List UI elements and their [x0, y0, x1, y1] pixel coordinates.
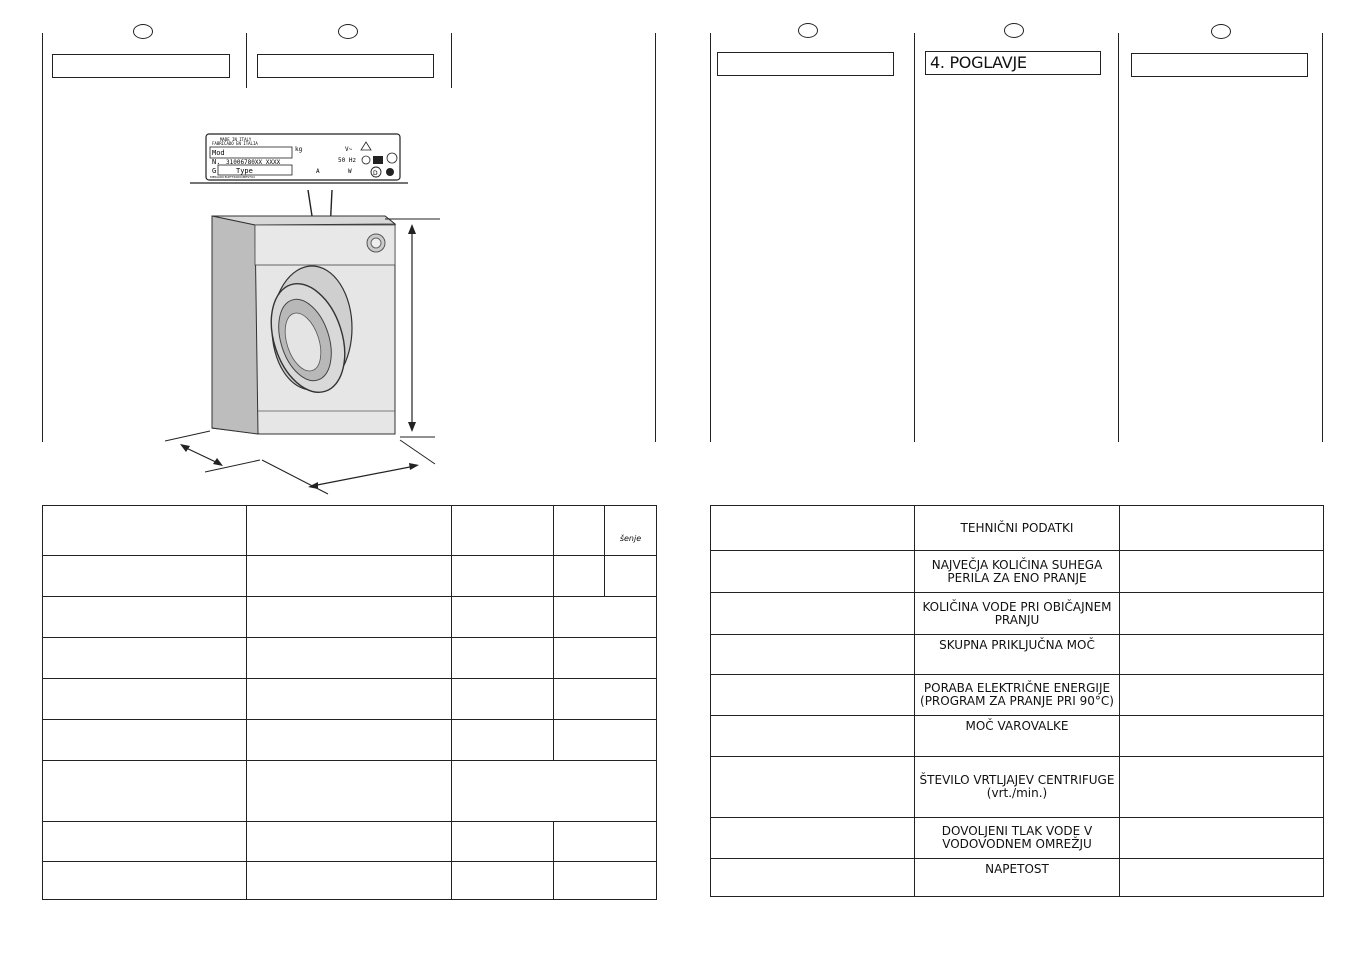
svg-text:D: D — [373, 170, 378, 177]
svg-text:W: W — [348, 168, 352, 175]
table-row — [711, 675, 1324, 716]
table-row — [711, 593, 1324, 635]
left-col-divider-2 — [451, 33, 452, 88]
table-cell — [247, 506, 452, 556]
table-cell — [554, 506, 605, 556]
right-col-divider-1 — [914, 33, 915, 442]
table-cell — [43, 506, 247, 556]
table-cell — [605, 506, 657, 556]
svg-text:Mod: Mod — [212, 149, 225, 157]
right-col-divider-2 — [1118, 33, 1119, 442]
table-row — [43, 506, 657, 556]
section-header-box-2 — [257, 54, 434, 78]
right-right-margin-line — [1322, 33, 1323, 442]
section-header-box-1 — [52, 54, 230, 78]
table-row — [43, 862, 657, 900]
rating-plate — [206, 134, 400, 180]
right-margin-line — [710, 33, 711, 442]
row-label: NAJVEČJA KOLIČINA SUHEGA PERILA ZA ENO PRANJE — [931, 557, 1103, 585]
table-header-title: TEHNIČNI PODATKI — [915, 506, 1120, 551]
svg-text:N.: N. — [212, 158, 221, 166]
row-label: PORABA ELEKTRIČNE ENERGIJE (PROGRAM ZA PRANJE PRI 90°C) — [920, 681, 1114, 708]
table-cell — [452, 506, 554, 556]
table-row — [711, 818, 1324, 859]
table-row — [711, 551, 1324, 593]
table-row — [43, 679, 657, 720]
svg-text:FABRICADO EN ITALIA: FABRICADO EN ITALIA — [212, 141, 258, 146]
table-row — [43, 761, 657, 822]
row-label: SKUPNA PRIKLJUČNA MOČ — [939, 638, 1095, 652]
right-technical-table — [710, 505, 1324, 897]
table-row — [711, 635, 1324, 675]
language-circle-5 — [1211, 24, 1231, 39]
svg-text:G: G — [212, 167, 217, 175]
row-label: DOVOLJENI TLAK VODE V VODOVODNEM OMREŽJU — [941, 824, 1093, 851]
language-circle-3 — [798, 23, 818, 38]
table-row — [43, 597, 657, 638]
svg-text:MERLONI ELETTRODOMESTICI: MERLONI ELETTRODOMESTICI — [210, 175, 255, 179]
table-row — [711, 716, 1324, 757]
language-circle-1 — [133, 24, 153, 39]
row-label: MOČ VAROVALKE — [965, 719, 1069, 733]
section-header-box-3 — [717, 52, 894, 76]
svg-text:A: A — [316, 168, 320, 175]
table-row — [43, 822, 657, 862]
svg-text:31006780XX XXXX: 31006780XX XXXX — [226, 159, 281, 166]
row-label: NAPETOST — [985, 862, 1049, 876]
svg-text:MADE IN ITALY: MADE IN ITALY — [220, 137, 252, 142]
language-circle-2 — [338, 24, 358, 39]
left-col-divider-1 — [246, 33, 247, 88]
table-row — [43, 556, 657, 597]
table-row — [43, 720, 657, 761]
left-right-margin-line — [655, 33, 656, 442]
table-row — [711, 859, 1324, 897]
svg-text:kg: kg — [295, 146, 303, 153]
section-header-box-5 — [1131, 53, 1308, 77]
table-row — [43, 638, 657, 679]
washing-machine-illustration — [160, 128, 450, 498]
svg-text:V~: V~ — [345, 146, 353, 153]
row-label: KOLIČINA VODE PRI OBIČAJNEM PRANJU — [922, 599, 1112, 627]
table-row — [711, 506, 1324, 551]
left-margin-line — [42, 33, 43, 442]
language-circle-4 — [1004, 23, 1024, 38]
table-row — [711, 757, 1324, 818]
row-label: ŠTEVILO VRTLJAJEV CENTRIFUGE (vrt./min.) — [919, 773, 1115, 800]
left-technical-table — [42, 505, 657, 900]
chapter-title: 4. POGLAVJE — [925, 51, 1101, 75]
svg-text:50 Hz: 50 Hz — [338, 157, 357, 164]
header-italic-text: šenje — [619, 534, 642, 543]
svg-text:Type: Type — [236, 167, 253, 175]
